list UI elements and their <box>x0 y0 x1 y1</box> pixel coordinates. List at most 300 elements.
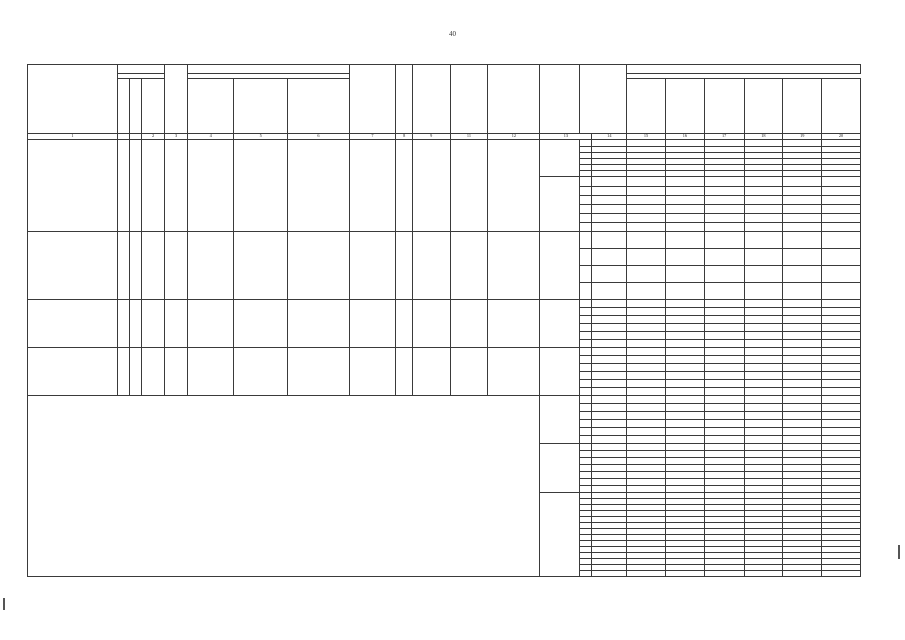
header-work-form <box>396 65 412 134</box>
value-2025 <box>822 387 861 395</box>
value-2025 <box>822 265 861 282</box>
value-2021 <box>665 315 704 323</box>
value-2024 <box>783 387 822 395</box>
value-2020 <box>627 265 666 282</box>
value-2022 <box>704 464 744 471</box>
value-2023 <box>744 471 783 478</box>
header-remaining-cost <box>450 65 488 134</box>
value-2021 <box>665 411 704 419</box>
value-2019 <box>592 395 627 403</box>
value-2019 <box>592 485 627 492</box>
value-2025 <box>822 222 861 231</box>
value-2021 <box>665 443 704 450</box>
object-work-type <box>349 347 396 395</box>
value-2020 <box>627 307 666 315</box>
value-2022 <box>704 411 744 419</box>
summary-executor <box>540 492 580 576</box>
value-2019 <box>592 315 627 323</box>
value-2022 <box>704 186 744 195</box>
object-unit <box>117 299 129 347</box>
value-2019 <box>592 450 627 457</box>
value-2022 <box>704 315 744 323</box>
value-2021 <box>665 457 704 464</box>
value-2021 <box>665 204 704 213</box>
value-2022 <box>704 435 744 443</box>
value-2022 <box>704 371 744 379</box>
object-scope <box>288 231 349 299</box>
value-2020 <box>627 570 666 576</box>
object-executor <box>540 347 580 395</box>
header-year-2021 <box>704 79 744 134</box>
value-2019 <box>592 307 627 315</box>
value-2025 <box>822 355 861 363</box>
value-2019 <box>592 299 627 307</box>
column-number: 3 <box>164 134 187 140</box>
source-label <box>580 411 592 419</box>
header-year-start <box>164 65 187 134</box>
value-2025 <box>822 411 861 419</box>
value-2024 <box>783 347 822 355</box>
object-remaining <box>450 299 488 347</box>
value-2019 <box>592 331 627 339</box>
value-2023 <box>744 435 783 443</box>
value-2023 <box>744 457 783 464</box>
object-form <box>396 299 412 347</box>
object-name <box>28 299 118 347</box>
value-2024 <box>783 457 822 464</box>
value-2022 <box>704 176 744 186</box>
margin-mark <box>898 545 900 559</box>
column-number: 20 <box>822 134 861 140</box>
value-2019 <box>592 419 627 427</box>
value-2020 <box>627 485 666 492</box>
object-name <box>28 139 118 231</box>
column-number: 7 <box>349 134 396 140</box>
value-2022 <box>704 570 744 576</box>
value-2021 <box>665 139 704 146</box>
object-form <box>396 139 412 231</box>
object-capacity <box>130 347 142 395</box>
value-2020 <box>627 323 666 331</box>
object-remaining <box>450 139 488 231</box>
header-year-2024 <box>822 79 861 134</box>
value-2019 <box>592 265 627 282</box>
object-cost <box>412 299 450 347</box>
value-2025 <box>822 176 861 186</box>
value-2023 <box>744 186 783 195</box>
value-2021 <box>665 485 704 492</box>
value-2022 <box>704 339 744 347</box>
header-capacity-value <box>130 79 142 134</box>
value-2019 <box>592 427 627 435</box>
value-2021 <box>665 307 704 315</box>
column-number: 15 <box>627 134 666 140</box>
value-2025 <box>822 450 861 457</box>
value-2021 <box>665 195 704 204</box>
value-2024 <box>783 231 822 248</box>
value-2024 <box>783 471 822 478</box>
value-2024 <box>783 371 822 379</box>
value-2019 <box>592 371 627 379</box>
summary-total-label <box>540 395 580 443</box>
value-2023 <box>744 371 783 379</box>
object-work-type <box>349 299 396 347</box>
value-2024 <box>783 176 822 186</box>
value-2019 <box>592 435 627 443</box>
value-2023 <box>744 204 783 213</box>
value-2021 <box>665 222 704 231</box>
value-2025 <box>822 307 861 315</box>
value-2025 <box>822 403 861 411</box>
object-cost <box>412 231 450 299</box>
value-2025 <box>822 347 861 355</box>
value-2022 <box>704 379 744 387</box>
value-2020 <box>627 427 666 435</box>
object-executor <box>540 139 580 176</box>
value-2020 <box>627 371 666 379</box>
value-2020 <box>627 464 666 471</box>
column-number: 5 <box>234 134 288 140</box>
value-2023 <box>744 282 783 299</box>
object-expertise <box>234 299 288 347</box>
value-2022 <box>704 204 744 213</box>
source-label <box>580 176 592 186</box>
value-2019 <box>592 204 627 213</box>
value-2023 <box>744 139 783 146</box>
value-2023 <box>744 411 783 419</box>
value-2019 <box>592 176 627 186</box>
header-pd-deadline <box>188 79 234 134</box>
object-year-end <box>164 299 187 347</box>
object-name <box>28 347 118 395</box>
object-pd-document <box>188 139 234 231</box>
object-work-type <box>349 231 396 299</box>
value-2019 <box>592 213 627 222</box>
value-2025 <box>822 464 861 471</box>
object-remaining <box>450 231 488 299</box>
value-2019 <box>592 323 627 331</box>
source-label <box>580 387 592 395</box>
subprogram-title <box>28 395 540 576</box>
value-2021 <box>665 347 704 355</box>
object-unit <box>117 139 129 231</box>
value-2023 <box>744 387 783 395</box>
header-year-2019 <box>627 79 666 134</box>
header-year-2020 <box>665 79 704 134</box>
source-label <box>580 363 592 371</box>
value-2020 <box>627 248 666 265</box>
source-label <box>580 471 592 478</box>
value-2025 <box>822 478 861 485</box>
header-year-2023 <box>783 79 822 134</box>
header-object-name <box>28 65 118 134</box>
column-number: 16 <box>665 134 704 140</box>
value-2025 <box>822 570 861 576</box>
value-2021 <box>665 478 704 485</box>
value-2021 <box>665 339 704 347</box>
object-name <box>28 231 118 299</box>
value-2020 <box>627 395 666 403</box>
value-2023 <box>744 213 783 222</box>
object-municipality <box>488 231 540 299</box>
value-2024 <box>783 464 822 471</box>
value-2019 <box>592 379 627 387</box>
object-expertise <box>234 139 288 231</box>
value-2020 <box>627 186 666 195</box>
value-2020 <box>627 355 666 363</box>
value-2019 <box>592 339 627 347</box>
value-2020 <box>627 204 666 213</box>
object-capacity <box>130 299 142 347</box>
object-capacity <box>130 231 142 299</box>
value-2020 <box>627 403 666 411</box>
value-2025 <box>822 427 861 435</box>
value-2019 <box>592 570 627 576</box>
source-label <box>580 195 592 204</box>
value-2021 <box>665 403 704 411</box>
value-2020 <box>627 443 666 450</box>
value-2025 <box>822 186 861 195</box>
value-2024 <box>783 213 822 222</box>
value-2024 <box>783 570 822 576</box>
value-2023 <box>744 570 783 576</box>
value-2024 <box>783 139 822 146</box>
value-2023 <box>744 248 783 265</box>
value-2022 <box>704 450 744 457</box>
value-2019 <box>592 282 627 299</box>
value-2020 <box>627 419 666 427</box>
value-2025 <box>822 231 861 248</box>
value-2023 <box>744 450 783 457</box>
value-2019 <box>592 186 627 195</box>
value-2025 <box>822 395 861 403</box>
value-2023 <box>744 195 783 204</box>
value-2021 <box>665 471 704 478</box>
value-2023 <box>744 419 783 427</box>
value-2024 <box>783 355 822 363</box>
value-2024 <box>783 485 822 492</box>
value-2025 <box>822 195 861 204</box>
value-2024 <box>783 331 822 339</box>
value-2024 <box>783 315 822 323</box>
value-2023 <box>744 339 783 347</box>
source-label <box>580 478 592 485</box>
object-work-type <box>349 139 396 231</box>
value-2025 <box>822 282 861 299</box>
value-2020 <box>627 363 666 371</box>
value-2020 <box>627 139 666 146</box>
value-2019 <box>592 347 627 355</box>
value-2023 <box>744 231 783 248</box>
object-scope <box>288 347 349 395</box>
value-2024 <box>783 186 822 195</box>
value-2020 <box>627 222 666 231</box>
value-2023 <box>744 331 783 339</box>
object-unit <box>117 347 129 395</box>
value-2024 <box>783 195 822 204</box>
source-label <box>580 204 592 213</box>
summary-executor <box>540 443 580 492</box>
value-2022 <box>704 355 744 363</box>
object-unit <box>117 231 129 299</box>
value-2020 <box>627 299 666 307</box>
column-number: 17 <box>704 134 744 140</box>
source-label <box>580 248 592 265</box>
value-2023 <box>744 427 783 435</box>
object-scope <box>288 139 349 231</box>
value-2023 <box>744 395 783 403</box>
value-2019 <box>592 471 627 478</box>
value-2020 <box>627 315 666 323</box>
source-label <box>580 282 592 299</box>
source-label <box>580 315 592 323</box>
value-2023 <box>744 347 783 355</box>
source-label <box>580 570 592 576</box>
value-2022 <box>704 457 744 464</box>
value-2021 <box>665 355 704 363</box>
value-2023 <box>744 307 783 315</box>
value-2019 <box>592 195 627 204</box>
value-2020 <box>627 213 666 222</box>
object-year-start <box>142 299 164 347</box>
object-form <box>396 347 412 395</box>
value-2021 <box>665 186 704 195</box>
source-label <box>580 443 592 450</box>
value-2019 <box>592 248 627 265</box>
header-scope <box>349 65 396 134</box>
value-2021 <box>665 213 704 222</box>
object-year-start <box>142 347 164 395</box>
value-2022 <box>704 222 744 231</box>
value-2025 <box>822 485 861 492</box>
value-2019 <box>592 411 627 419</box>
value-2019 <box>592 443 627 450</box>
header-municipality <box>488 65 540 134</box>
value-2019 <box>592 355 627 363</box>
object-year-end <box>164 347 187 395</box>
source-label <box>580 435 592 443</box>
value-2025 <box>822 315 861 323</box>
value-2021 <box>665 371 704 379</box>
source-label <box>580 213 592 222</box>
value-2022 <box>704 419 744 427</box>
value-2024 <box>783 478 822 485</box>
value-2025 <box>822 457 861 464</box>
source-label <box>580 299 592 307</box>
value-2022 <box>704 363 744 371</box>
object-form <box>396 231 412 299</box>
column-number: 18 <box>744 134 783 140</box>
source-label <box>580 403 592 411</box>
value-2022 <box>704 485 744 492</box>
object-executor <box>540 299 580 347</box>
object-cost <box>412 347 450 395</box>
source-label <box>580 450 592 457</box>
value-2022 <box>704 403 744 411</box>
value-2021 <box>665 450 704 457</box>
value-2019 <box>592 231 627 248</box>
value-2025 <box>822 471 861 478</box>
value-2021 <box>665 427 704 435</box>
value-2022 <box>704 265 744 282</box>
object-expertise <box>234 347 288 395</box>
value-2024 <box>783 282 822 299</box>
column-number: 2 <box>142 134 164 140</box>
header-funding-source <box>580 65 627 134</box>
value-2024 <box>783 443 822 450</box>
value-2024 <box>783 222 822 231</box>
column-number: 9 <box>412 134 450 140</box>
value-2024 <box>783 403 822 411</box>
value-2022 <box>704 139 744 146</box>
value-2023 <box>744 443 783 450</box>
value-2022 <box>704 347 744 355</box>
value-2023 <box>744 478 783 485</box>
value-2022 <box>704 395 744 403</box>
value-2020 <box>627 379 666 387</box>
column-number: 14 <box>592 134 627 140</box>
value-2023 <box>744 176 783 186</box>
value-2020 <box>627 176 666 186</box>
value-2020 <box>627 331 666 339</box>
value-2022 <box>704 195 744 204</box>
value-2023 <box>744 315 783 323</box>
value-2020 <box>627 450 666 457</box>
value-2023 <box>744 363 783 371</box>
value-2022 <box>704 443 744 450</box>
object-year-end <box>164 231 187 299</box>
value-2021 <box>665 231 704 248</box>
value-2024 <box>783 265 822 282</box>
column-number: 11 <box>450 134 488 140</box>
value-2023 <box>744 379 783 387</box>
value-2019 <box>592 387 627 395</box>
source-label <box>580 231 592 248</box>
value-2023 <box>744 485 783 492</box>
value-2020 <box>627 471 666 478</box>
column-number: 6 <box>288 134 349 140</box>
value-2025 <box>822 248 861 265</box>
source-label <box>580 379 592 387</box>
value-2025 <box>822 299 861 307</box>
value-2020 <box>627 387 666 395</box>
header-construction-permit <box>288 79 349 134</box>
value-2022 <box>704 478 744 485</box>
value-2021 <box>665 379 704 387</box>
header-year-2022 <box>744 79 783 134</box>
source-label <box>580 427 592 435</box>
source-label <box>580 331 592 339</box>
source-label <box>580 457 592 464</box>
value-2021 <box>665 331 704 339</box>
value-2025 <box>822 331 861 339</box>
value-2025 <box>822 379 861 387</box>
source-label <box>580 485 592 492</box>
header-estimated-cost <box>412 65 450 134</box>
value-2025 <box>822 419 861 427</box>
object-executor <box>540 231 580 299</box>
value-2024 <box>783 248 822 265</box>
value-2019 <box>592 139 627 146</box>
value-2021 <box>665 299 704 307</box>
value-2022 <box>704 387 744 395</box>
value-2024 <box>783 363 822 371</box>
header-unit <box>117 79 129 134</box>
header-capacity <box>117 65 164 74</box>
value-2022 <box>704 323 744 331</box>
value-2023 <box>744 299 783 307</box>
value-2020 <box>627 457 666 464</box>
